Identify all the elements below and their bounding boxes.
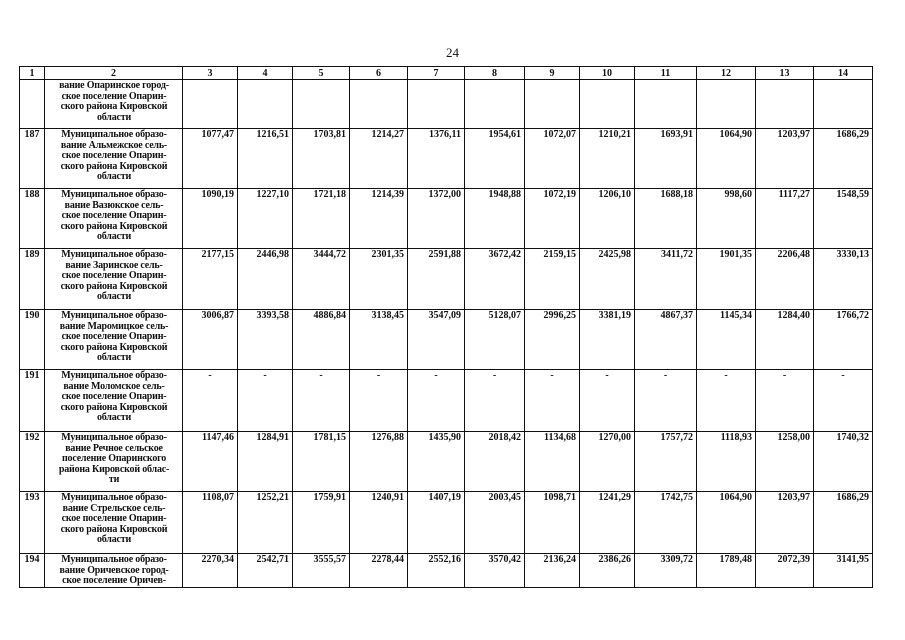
value-cell: - [183,370,238,432]
municipality-name [45,249,183,310]
value-cell: 4867,37 [635,310,697,370]
value-cell: 1210,21 [580,129,635,189]
value-cell: 998,60 [697,189,756,249]
value-cell [525,80,580,129]
value-cell: 2386,26 [580,554,635,588]
value-cell [238,80,293,129]
column-header-14: 14 [814,67,873,80]
value-cell: 2270,34 [183,554,238,588]
value-cell: 1686,29 [814,492,873,554]
municipality-name [45,492,183,554]
municipality-name-line: ского района Кировской [60,160,168,172]
value-cell: 2177,15 [183,249,238,310]
value-cell: 1407,19 [408,492,465,554]
value-cell: 1145,34 [697,310,756,370]
value-cell [814,80,873,129]
value-cell: 2206,48 [756,249,814,310]
value-cell: 3309,72 [635,554,697,588]
table-row [20,80,873,129]
value-cell: 1064,90 [697,492,756,554]
municipality-name-line: области [96,352,132,363]
value-cell: 1376,11 [408,129,465,189]
value-cell: 1954,61 [465,129,525,189]
value-cell: 1759,91 [293,492,350,554]
value-cell: 1721,18 [293,189,350,249]
table-row [20,129,873,189]
value-cell: - [238,370,293,432]
value-cell: 2003,45 [465,492,525,554]
value-cell: 1252,21 [238,492,293,554]
municipality-name-line: ского района Кировской [60,101,168,112]
value-cell: 1284,40 [756,310,814,370]
value-cell: 1134,68 [525,432,580,492]
municipality-name-line: ское поселение Опарин- [61,331,167,342]
value-cell: 3672,42 [465,249,525,310]
value-cell: 1072,07 [525,129,580,189]
municipality-name-line: Муниципальное образо- [61,310,167,321]
value-cell: 2136,24 [525,554,580,588]
row-number: 188 [20,189,45,249]
municipality-name-line: вание Моломское сель- [63,380,165,392]
column-header-12: 12 [697,67,756,80]
value-cell: 2425,98 [580,249,635,310]
municipality-name-line: ское поселение Опарин- [61,210,167,221]
value-cell: 1090,19 [183,189,238,249]
municipality-name-line: Муниципальное образо- [61,370,167,381]
municipality-name-line: вание Заринское сель- [65,259,163,271]
page-number: 24 [446,45,459,60]
row-number: 193 [20,492,45,554]
municipality-name-line: области [96,171,132,182]
table-row [20,310,873,370]
column-header-7: 7 [408,67,465,80]
value-cell: 1214,27 [350,129,408,189]
municipality-name-line: области [96,111,132,123]
value-cell: 1740,32 [814,432,873,492]
value-cell: 1693,91 [635,129,697,189]
municipality-name-line: района Кировской облас- [58,463,170,475]
municipality-name-line: области [96,291,132,302]
municipality-name-line: Муниципальное образо- [61,249,167,260]
value-cell: 4886,84 [293,310,350,370]
row-number: 194 [20,554,45,588]
municipality-name-line: Муниципальное образо- [61,432,167,443]
municipality-name-line: поселение Опаринского [61,453,167,464]
value-cell: 1072,19 [525,189,580,249]
value-cell: 2996,25 [525,310,580,370]
column-header-6: 6 [350,67,408,80]
value-cell: - [293,370,350,432]
value-cell: 1118,93 [697,432,756,492]
municipality-name-line: ского района Кировской [60,280,168,292]
municipality-name-line: вание Стрельское сель- [62,502,166,514]
row-number: 191 [20,370,45,432]
value-cell: 2446,98 [238,249,293,310]
column-number-row [20,67,873,80]
value-cell: 1742,75 [635,492,697,554]
value-cell: 1766,72 [814,310,873,370]
value-cell: 1901,35 [697,249,756,310]
value-cell: 2542,71 [238,554,293,588]
value-cell: 2159,15 [525,249,580,310]
value-cell: 3444,72 [293,249,350,310]
value-cell [580,80,635,129]
row-number: 192 [20,432,45,492]
value-cell: 1686,29 [814,129,873,189]
value-cell: 1258,00 [756,432,814,492]
value-cell: - [580,370,635,432]
municipality-name-line: ского района Кировской [60,341,168,353]
value-cell: 3547,09 [408,310,465,370]
table-row [20,370,873,432]
municipality-name-line: ское поселение Опарин- [61,150,167,161]
column-header-8: 8 [465,67,525,80]
value-cell: 1203,97 [756,492,814,554]
value-cell: 3138,45 [350,310,408,370]
municipality-name-line: ского района Кировской [60,220,168,232]
municipality-name-line: ти [108,474,120,485]
value-cell: 1372,00 [408,189,465,249]
value-cell: 1688,18 [635,189,697,249]
table-row [20,432,873,492]
table-row [20,492,873,554]
value-cell: 1216,51 [238,129,293,189]
column-header-5: 5 [293,67,350,80]
municipality-name-line: Муниципальное образо- [61,189,167,200]
value-cell: - [350,370,408,432]
value-cell: 1098,71 [525,492,580,554]
value-cell: 1703,81 [293,129,350,189]
value-cell: 1077,47 [183,129,238,189]
table-row [20,249,873,310]
value-cell: 3006,87 [183,310,238,370]
value-cell: - [814,370,873,432]
column-header-2: 2 [45,67,183,80]
column-header-10: 10 [580,67,635,80]
value-cell [408,80,465,129]
municipality-name-line: Муниципальное образо- [61,129,167,140]
row-number: 187 [20,129,45,189]
municipality-name-line: вание Маромицкое сель- [59,320,169,332]
value-cell: 5128,07 [465,310,525,370]
value-cell [293,80,350,129]
value-cell [183,80,238,129]
municipality-name-line: ского района Кировской [60,523,168,535]
value-cell: 2072,39 [756,554,814,588]
value-cell: 1241,29 [580,492,635,554]
value-cell: 2301,35 [350,249,408,310]
municipality-name-line: вание Речное сельское [65,442,163,454]
municipality-name-line: Муниципальное образо- [61,554,167,565]
column-header-11: 11 [635,67,697,80]
row-number: 189 [20,249,45,310]
value-cell: 3141,95 [814,554,873,588]
municipality-name-line: ское поселение Опарин- [61,90,167,102]
value-cell: 1948,88 [465,189,525,249]
municipality-name-line: области [96,412,132,423]
municipality-name-line: ское поселение Оричев- [62,575,166,586]
value-cell [635,80,697,129]
value-cell [756,80,814,129]
column-header-1: 1 [20,67,45,80]
row-number [20,80,45,129]
municipality-name-line: ское поселение Опарин- [61,391,167,402]
value-cell: 1435,90 [408,432,465,492]
municipality-name-line: вание Опаринское город- [59,80,169,91]
municipality-name-line: ского района Кировской [60,401,168,413]
municipality-name [45,189,183,249]
value-cell: 3411,72 [635,249,697,310]
value-cell [465,80,525,129]
value-cell: 1214,39 [350,189,408,249]
value-cell: 1781,15 [293,432,350,492]
column-header-13: 13 [756,67,814,80]
value-cell: 3381,19 [580,310,635,370]
value-cell: 2278,44 [350,554,408,588]
municipality-name-line: вание Альмежское сель- [60,139,168,151]
value-cell: 1108,07 [183,492,238,554]
value-cell: 3330,13 [814,249,873,310]
table-row [20,189,873,249]
municipality-name [45,370,183,432]
value-cell: 2552,16 [408,554,465,588]
value-cell: 1757,72 [635,432,697,492]
municipality-name-line: ское поселение Опарин- [61,513,167,524]
value-cell: 1203,97 [756,129,814,189]
value-cell: - [756,370,814,432]
municipality-name-line: области [96,534,132,545]
value-cell: - [697,370,756,432]
value-cell: - [465,370,525,432]
value-cell: 1789,48 [697,554,756,588]
value-cell: 1206,10 [580,189,635,249]
value-cell [697,80,756,129]
value-cell: 3555,57 [293,554,350,588]
municipality-name [45,554,183,588]
column-header-3: 3 [183,67,238,80]
value-cell: 1548,59 [814,189,873,249]
value-cell: 1240,91 [350,492,408,554]
municipality-name [45,129,183,189]
value-cell: 1227,10 [238,189,293,249]
municipality-name [45,432,183,492]
value-cell: 2591,88 [408,249,465,310]
table-row [20,554,873,588]
value-cell: 3570,42 [465,554,525,588]
value-cell: 2018,42 [465,432,525,492]
value-cell: 1270,00 [580,432,635,492]
value-cell [350,80,408,129]
municipality-name [45,310,183,370]
municipality-name-line: вание Вазюкское сель- [64,199,164,211]
value-cell: 3393,58 [238,310,293,370]
municipality-name-line: области [96,231,132,242]
column-header-4: 4 [238,67,293,80]
municipality-name-line: вание Оричевское город- [59,564,169,576]
value-cell: 1064,90 [697,129,756,189]
municipality-name [45,80,183,129]
value-cell: 1276,88 [350,432,408,492]
value-cell: 1284,91 [238,432,293,492]
data-table [19,66,873,588]
value-cell: - [525,370,580,432]
row-number: 190 [20,310,45,370]
value-cell: 1117,27 [756,189,814,249]
value-cell: - [408,370,465,432]
municipality-name-line: Муниципальное образо- [61,492,167,503]
value-cell: - [635,370,697,432]
municipality-name-line: ское поселение Опарин- [61,270,167,281]
value-cell: 1147,46 [183,432,238,492]
column-header-9: 9 [525,67,580,80]
